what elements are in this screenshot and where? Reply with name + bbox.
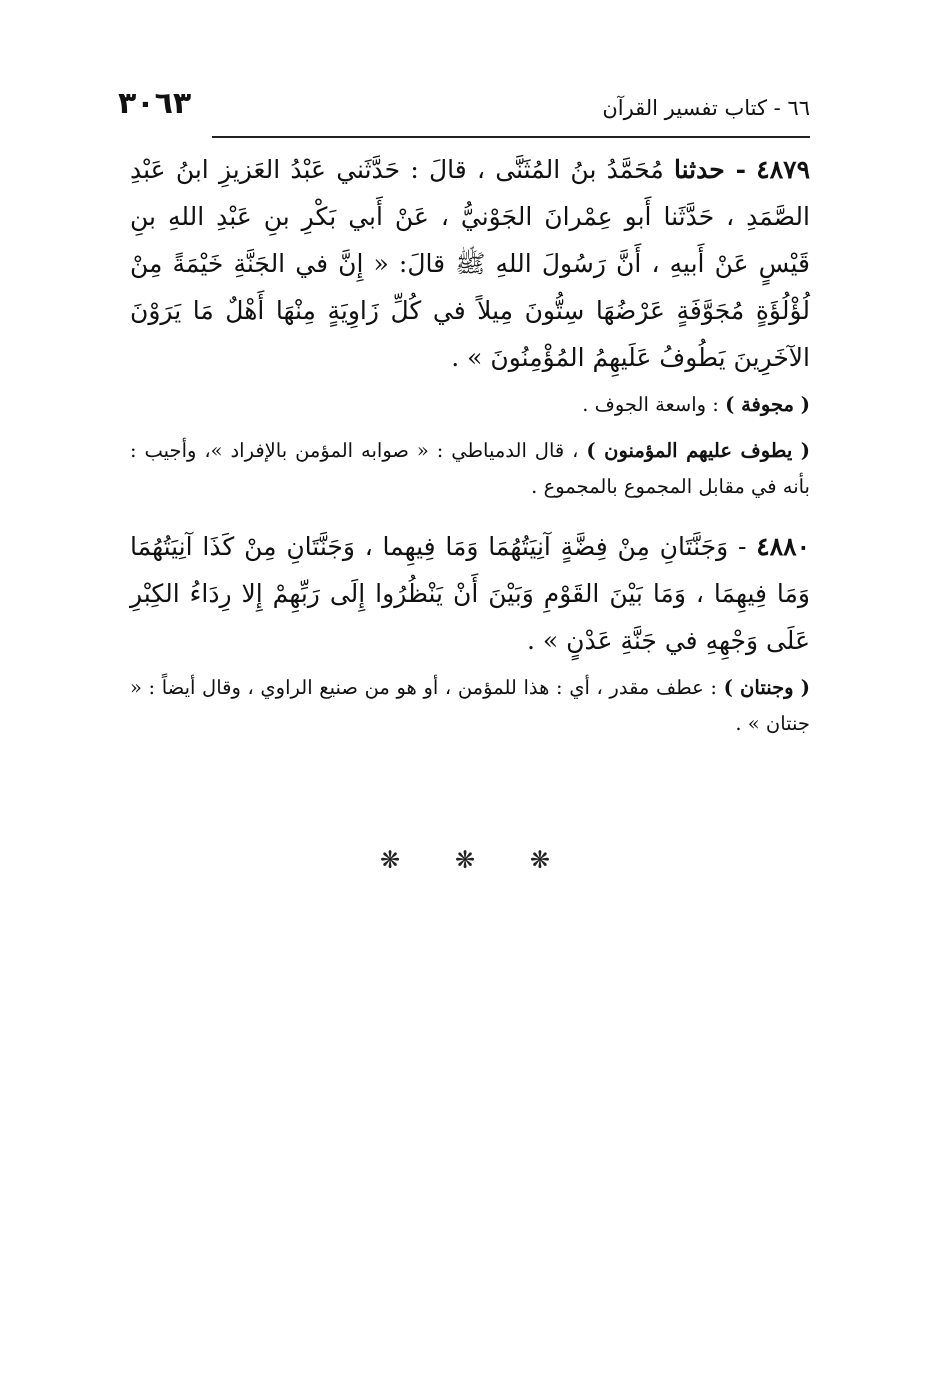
commentary-text: : عطف مقدر ، أي : هذا للمؤمن ، أو هو من صنيع الراوي ، وقال أيضاً : « جنتان » . <box>130 676 810 735</box>
commentary-text: ، قال الدمياطي : « صوابه المؤمن بالإفراد »، وأجيب : بأنه في مقابل المجموع بالمجموع . <box>130 439 810 498</box>
page-number: ٣٠٦٣ <box>118 86 192 121</box>
commentary-term: ( يطوف عليهم المؤمنون ) <box>586 439 810 462</box>
hadith-4880 <box>130 523 810 664</box>
asterism-icon: ❋ <box>454 846 476 874</box>
page-body <box>130 146 810 742</box>
hadith-4879 <box>130 146 810 381</box>
page-header <box>118 86 810 132</box>
hadith-number: ٤٨٨٠ <box>756 532 810 561</box>
hadith-number: ٤٨٧٩ <box>756 155 810 184</box>
commentary-note <box>130 670 810 742</box>
asterism-icon: ❋ <box>380 846 401 874</box>
section-ornament <box>380 846 550 874</box>
commentary-note <box>130 433 810 505</box>
hadith-text: مُحَمَّدُ بنُ المُثَنَّى ، قالَ : حَدَّثَني عَبْدُ العَزيزِ ابنُ عَبْدِ الصَّمَدِ ، حَدَّثَنا أَبو عِمْرانَ الجَوْنيُّ ، عَنْ أَبي بَكْرِ بنِ عَبْدِ اللهِ بنِ قَيْسٍ عَنْ أَبيهِ ، أَنَّ رَسُولَ اللهِ ﷺ قالَ: « إِنَّ في الجَنَّةِ خَيْمَةً مِنْ لُؤْلُؤَةٍ مُجَوَّفَةٍ عَرْضُهَا سِتُّونَ مِيلاً في كُلِّ زَاوِيَةٍ مِنْهَا أَهْلٌ مَا يَرَوْنَ الآخَرِينَ يَطُوفُ عَلَيهِمُ المُؤْمِنُونَ » . <box>130 155 810 372</box>
asterism-icon: ❋ <box>529 846 550 874</box>
hadith-lead: - حدثنا <box>673 155 747 184</box>
header-rule <box>212 136 810 138</box>
commentary-text: : واسعة الجوف . <box>582 393 719 416</box>
chapter-title: ٦٦ - كتاب تفسير القرآن <box>602 96 810 120</box>
hadith-text: - وَجَنَّتَانِ مِنْ فِضَّةٍ آنِيَتُهُمَا وَمَا فِيهِما ، وَجَنَّتَانِ مِنْ كَذَا آنِيَتُهُمَا وَمَا فِيهِمَا ، وَمَا بَيْنَ القَوْمِ وَبَيْنَ أَنْ يَنْظُرُوا إِلَى رَبِّهِمْ إِلا رِدَاءُ الكِبْرِ عَلَى وَجْهِهِ في جَنَّةِ عَدْنٍ » . <box>130 532 810 655</box>
commentary-term: ( مجوفة ) <box>725 393 810 416</box>
commentary-term: ( وجنتان ) <box>723 676 810 699</box>
commentary-note <box>130 387 810 423</box>
